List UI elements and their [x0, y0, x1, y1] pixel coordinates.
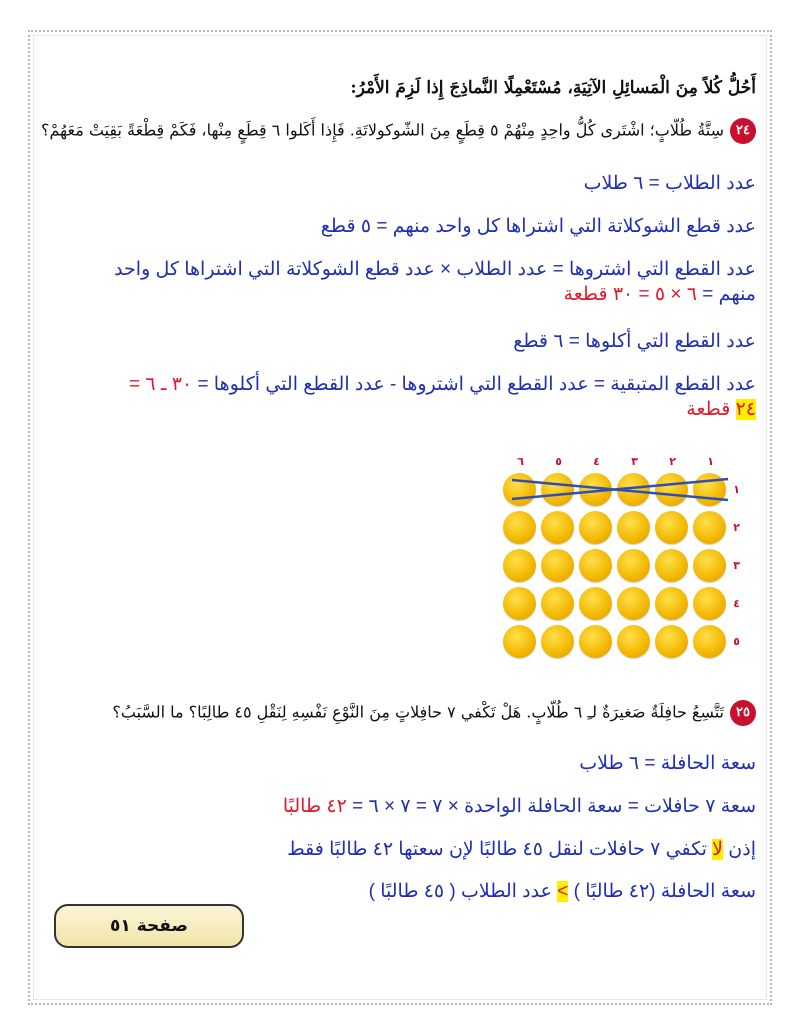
- chocolate-piece: [541, 625, 574, 658]
- answer-25-line-2: [283, 795, 756, 818]
- model-col-label: ٤: [593, 455, 600, 468]
- answer-25-line-4-pre: سعة الحافلة (٤٢ طالبًا ): [573, 881, 756, 902]
- answer-24-final-unit: قطعة: [686, 399, 731, 420]
- chocolate-piece: [503, 549, 536, 582]
- answer-24-line-5a: [129, 373, 756, 396]
- answer-24-line-3b-result: ٦ × ٥ = ٣٠ قطعة: [563, 284, 698, 305]
- question-number-24: ٢٤: [730, 118, 756, 144]
- model-col-label: ٥: [555, 455, 562, 468]
- chocolate-piece: [655, 587, 688, 620]
- chocolate-model: [512, 455, 744, 675]
- chocolate-piece: [579, 625, 612, 658]
- instruction-heading: أَحُلُّ كُلاً مِنَ الْمَسائِلِ الآتِيَةِ، مُسْتَعْمِلًا النَّماذِجَ إِذا لَزِمَ الأَمْرُ:: [350, 78, 756, 98]
- answer-25-line-1: سعة الحافلة = ٦ طلاب: [579, 753, 756, 774]
- chocolate-piece: [693, 625, 726, 658]
- answer-25-no: لا: [712, 839, 724, 860]
- chocolate-piece: [503, 625, 536, 658]
- model-row-label: ٣: [733, 559, 740, 572]
- answer-24-line-5a-text: عدد القطع المتبقية = عدد القطع التي اشتروها - عدد القطع التي أكلوها =: [197, 374, 756, 395]
- answer-25-line-2-result: ٤٢ طالبًا: [282, 796, 347, 817]
- chocolate-piece: [693, 549, 726, 582]
- question-24: [41, 118, 756, 144]
- question-number-25: ٢٥: [730, 700, 756, 726]
- model-col-label: ٦: [517, 455, 524, 468]
- chocolate-piece: [617, 549, 650, 582]
- chocolate-piece: [541, 549, 574, 582]
- answer-24-line-3a: عدد القطع التي اشتروها = عدد الطلاب × عدد قطع الشوكلاتة التي اشتراها كل واحد: [114, 259, 756, 280]
- model-row-label: ٥: [733, 635, 740, 648]
- answer-24-line-1: عدد الطلاب = ٦ طلاب: [583, 173, 756, 194]
- answer-25-line-3: [287, 838, 756, 861]
- answer-25-comparison: >: [557, 881, 569, 902]
- answer-25-line-3-post: تكفي ٧ حافلات لنقل ٤٥ طالبًا لإن سعتها ٤٢ طالبًا فقط: [287, 839, 707, 860]
- model-row-label: ٤: [733, 597, 740, 610]
- answer-24-line-5b: [686, 398, 756, 421]
- chocolate-piece: [693, 587, 726, 620]
- model-row-label: ١: [733, 483, 740, 496]
- chocolate-piece: [541, 587, 574, 620]
- question-25-text: تَتَّسِعُ حافِلَةٌ صَغيرَةٌ لـِ ٦ طُلّابٍ. هَلْ تَكْفي ٧ حافِلاتٍ مِنَ النَّوْعِ نَفْسِهِ لِنَقْلِ ٤٥ طالِبًا؟ ما السَّبَبُ؟: [112, 702, 724, 722]
- answer-24-line-3b: [564, 283, 756, 306]
- answer-24-line-4: عدد القطع التي أكلوها = ٦ قطع: [513, 331, 756, 352]
- answer-25-line-2-text: سعة ٧ حافلات = سعة الحافلة الواحدة × ٧ = ٧ × ٦ =: [352, 796, 756, 817]
- chocolate-piece: [579, 587, 612, 620]
- chocolate-piece: [655, 625, 688, 658]
- answer-24-final-number: ٢٤: [735, 399, 756, 420]
- answer-25-line-4: [369, 880, 756, 903]
- answer-24-line-5a-calc: ٣٠ ـ ٦ =: [129, 374, 193, 395]
- model-col-label: ٢: [669, 455, 676, 468]
- model-col-label: ١: [707, 455, 714, 468]
- crossed-row-marks: [512, 455, 744, 525]
- chocolate-piece: [579, 549, 612, 582]
- question-24-text: سِتَّةُ طُلّابٍ؛ اشْتَرى كُلُّ واحِدٍ مِنْهُمْ ٥ قِطَعٍ مِنَ الشّوكولاتَةِ. فَإِذا أَكَلوا ٦ قِطَعٍ مِنْها، فَكَمْ قِطْعَةً بَقِيَتْ مَعَهُمْ؟: [40, 120, 724, 140]
- chocolate-piece: [617, 587, 650, 620]
- answer-24-line-3b-text: منهم =: [702, 284, 756, 305]
- model-row-label: ٢: [733, 521, 740, 534]
- chocolate-piece: [655, 549, 688, 582]
- chocolate-piece: [617, 625, 650, 658]
- model-col-label: ٣: [631, 455, 638, 468]
- answer-24-line-2: عدد قطع الشوكلاتة التي اشتراها كل واحد منهم = ٥ قطع: [320, 216, 756, 237]
- answer-25-line-3-pre: إذن: [728, 839, 756, 860]
- answer-25-line-4-post: عدد الطلاب ( ٤٥ طالبًا ): [368, 881, 552, 902]
- chocolate-piece: [503, 587, 536, 620]
- question-25: [112, 700, 756, 726]
- page-number-label: صفحة ٥١: [54, 904, 244, 948]
